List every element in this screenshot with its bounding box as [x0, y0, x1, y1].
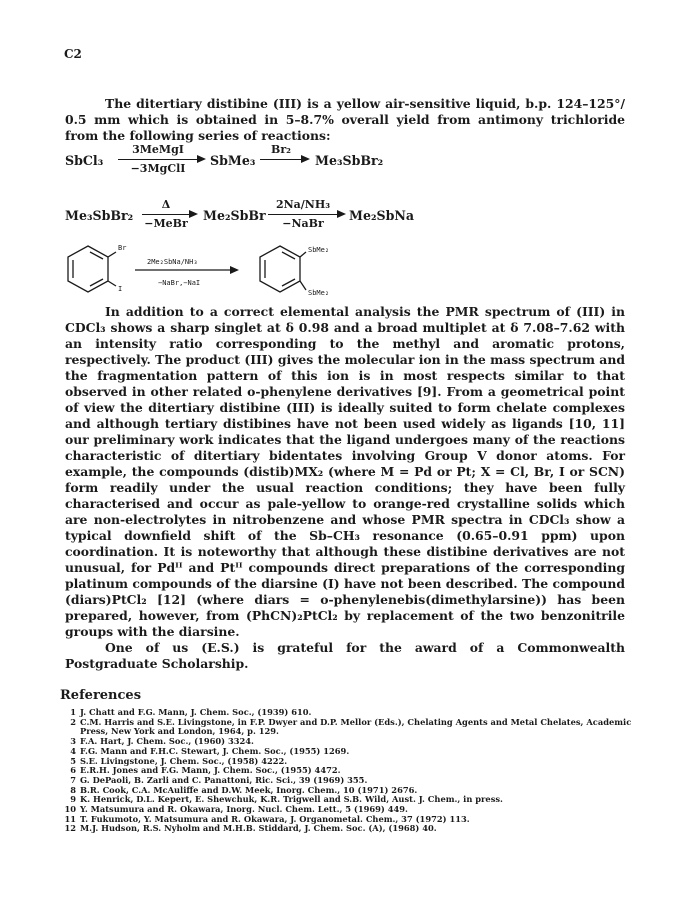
reference-number: 3: [70, 736, 76, 747]
arrow-byproduct: −MeBr: [144, 217, 188, 230]
intro-paragraph: The ditertiary distibine (III) is a yellow air-sensitive liquid, b.p. 124–125°/ 0.5 mm which is obtained in 5–8.7% overall yield from antimony trichloride from the following series of reactions:: [65, 96, 625, 143]
reaction-arrow: [118, 140, 206, 180]
arrow-reagent: Br₂: [271, 143, 291, 156]
reference-number: 4: [70, 745, 76, 756]
reference-number: 11: [64, 813, 76, 824]
references-heading: References: [60, 688, 142, 703]
reactant-sbcl3: SbCl₃: [65, 153, 104, 168]
benzene-ring-product: [260, 246, 306, 292]
reference-number: 10: [64, 804, 76, 815]
arrow-byproduct: −3MgClI: [130, 162, 186, 175]
references-list: [60, 708, 650, 834]
reference-text: B.R. Cook, C.A. McAuliffe and D.W. Meek, Inorg. Chem., 10 (1971) 2676.: [80, 784, 418, 795]
reference-text: F.G. Mann and F.H.C. Stewart, J. Chem. Soc., (1955) 1269.: [80, 745, 350, 756]
reference-text: E.R.H. Jones and F.G. Mann, J. Chem. Soc., (1955) 4472.: [80, 765, 341, 776]
arrow-reagent: Δ: [161, 198, 171, 211]
substituent-i: I: [118, 285, 123, 293]
page-number: C2: [64, 47, 82, 61]
reference-text: C.M. Harris and S.E. Livingstone, in F.P. Dwyer and D.P. Mellor (Eds.), Chelating Agents and Metal Chelates, Academic Press, New York and London, 1964, p. 129.: [80, 716, 632, 737]
reference-number: 1: [70, 707, 76, 717]
reference-number: 5: [70, 755, 76, 766]
reference-text: J. Chatt and F.G. Mann, J. Chem. Soc., (1939) 610.: [80, 707, 312, 717]
reaction-arrow: [260, 140, 310, 180]
product-me2sbna: Me₂SbNa: [349, 208, 415, 223]
arrow-reagent: 2Na/NH₃: [275, 198, 331, 211]
reaction-arrow-head: [230, 266, 239, 274]
reference-text: M.J. Hudson, R.S. Nyholm and M.H.B. Stiddard, J. Chem. Soc. (A), (1968) 40.: [80, 823, 437, 834]
reference-number: 2: [70, 716, 76, 727]
reference-item: [60, 718, 650, 737]
substituent-sbme2-bottom: SbMe₂: [308, 289, 330, 297]
arrow-byproduct: −NaBr: [282, 217, 324, 230]
reference-text: G. DePaoli, B. Zarli and C. Panattoni, Ric. Sci., 39 (1969) 355.: [80, 774, 368, 785]
reference-number: 6: [70, 765, 76, 776]
reaction-arrow: [142, 195, 198, 235]
reference-text: F.A. Hart, J. Chem. Soc., (1960) 3324.: [80, 736, 254, 747]
reference-text: T. Fukumoto, Y. Matsumura and R. Okawara, J. Organometal. Chem., 37 (1972) 113.: [80, 813, 470, 824]
discussion-paragraph: In addition to a correct elemental analysis the PMR spectrum of (III) in CDCl₃ shows a sharp singlet at δ 0.98 and a broad multiplet at δ 7.08–7.62 with an intensity ratio corresponding to the methyl and aromatic protons, respectively. The product (III) gives the molecular ion in the mass spectrum and the fragmentation pattern of this ion is in most respects similar to that observed in other related o-phenylene derivatives [9]. From a geometrical point of view the ditertiary distibine (III) is ideally suited to form chelate complexes and although tertiary distibines have not been used widely as ligands [10, 11] our preliminary work indicates that the ligand undergoes many of the reactions characteristic of ditertiary bidentates involving Group V donor atoms. For example, the compounds (distib)MX₂ (where M = Pd or Pt; X = Cl, Br, I or SCN) form readily under the usual reaction conditions; they have been fully characterised and occur as pale-yellow to orange-red crystalline solids which are non-electrolytes in nitrobenzene and whose PMR spectra in CDCl₃ show a typical downfield shift of the Sb–CH₃ resonance (0.65–0.91 ppm) upon coordination. It is noteworthy that although these distibine derivatives are not unusual, for Pdᴵᴵ and Ptᴵᴵ compounds direct preparations of the corresponding platinum compounds of the diarsine (I) have not been described. The compound (diars)PtCl₂ [12] (where diars = o-phenylenebis(dimethylarsine)) has been prepared, however, from (PhCN)₂PtCl₂ by replacement of the two benzonitrile groups with the diarsine.: [65, 304, 625, 639]
product-me2sbbr: Me₂SbBr: [203, 208, 266, 223]
reference-number: 12: [64, 823, 76, 834]
arrow-byproduct: −NaBr,−NaI: [158, 279, 201, 287]
reference-text: K. Henrick, D.L. Kepert, E. Shewchuk, K.R. Trigwell and S.B. Wild, Aust. J. Chem., in press.: [80, 794, 503, 805]
reaction-arrow: [268, 195, 346, 235]
reference-number: 8: [70, 784, 76, 795]
product-sbme3: SbMe₃: [210, 153, 256, 168]
reference-text: Y. Matsumura and R. Okawara, Inorg. Nucl. Chem. Lett., 5 (1969) 449.: [80, 804, 408, 815]
substituent-br: Br: [118, 244, 127, 252]
substituent-sbme2-top: SbMe₂: [308, 246, 330, 254]
reference-item: [60, 824, 650, 834]
acknowledgement-paragraph: One of us (E.S.) is grateful for the award of a Commonwealth Postgraduate Scholarship.: [65, 640, 625, 671]
product-me3sbbr2: Me₃SbBr₂: [315, 153, 384, 168]
arrow-reagent: 3MeMgI: [132, 143, 184, 156]
reference-text: S.E. Livingstone, J. Chem. Soc., (1958) 4222.: [80, 755, 288, 766]
reference-number: 9: [70, 794, 76, 805]
reference-number: 7: [70, 774, 76, 785]
arrow-reagent: 2Me₂SbNa/NH₃: [147, 258, 198, 266]
reactant-me3sbbr2: Me₃SbBr₂: [65, 208, 134, 223]
benzene-ring-reactant: [68, 246, 116, 292]
